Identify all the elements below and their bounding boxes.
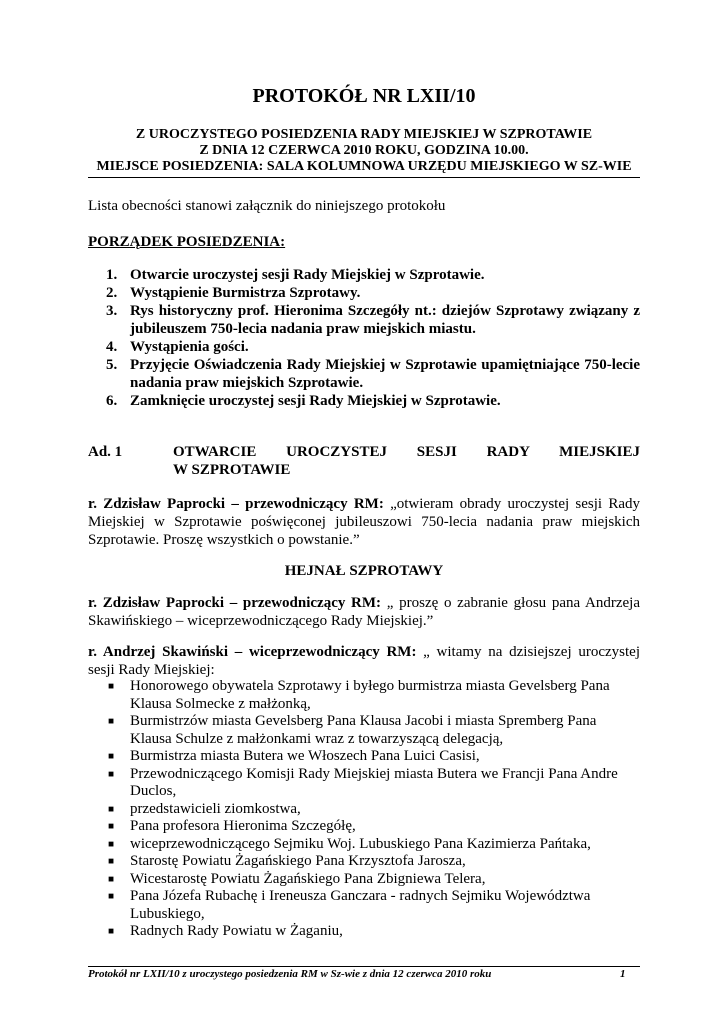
bullet-icon: ■ xyxy=(108,926,115,937)
agenda-item: 4. Wystąpienia gości. xyxy=(106,339,249,355)
ad1-label: Ad. 1 xyxy=(88,444,123,460)
guest-list xyxy=(88,678,640,941)
bullet-icon: ■ xyxy=(108,803,115,815)
guest-list-item: ■ Honorowego obywatela Szprotawy i byłego burmistrza miasta Gevelsberg Pana Klausa Solmecke z małżonką, xyxy=(108,678,610,712)
statement-2 xyxy=(88,594,640,630)
statement-text: „ witamy na dzisiejszej uroczystej sesji Rady Miejskiej: xyxy=(88,644,640,678)
guest-list-item: ■ przedstawicieli ziomkostwa, xyxy=(108,800,301,817)
speaker-name: r. Zdzisław Paprocki – przewodniczący RM: xyxy=(88,496,384,512)
guest-list-item: ■ Burmistrzów miasta Gevelsberg Pana Klausa Jacobi i miasta Spremberg Pana Klausa Schulze z małżonkami wraz z towarzyszącą delegacją, xyxy=(108,713,597,747)
subheading-line-1: Z UROCZYSTEGO POSIEDZENIA RADY MIEJSKIEJ W SZPROTAWIE xyxy=(135,127,593,142)
bullet-icon: ■ xyxy=(108,768,115,780)
bullet-icon: ■ xyxy=(108,821,115,832)
bullet-icon: ■ xyxy=(108,873,115,885)
guest-list-item: ■ wiceprzewodniczącego Sejmiku Woj. Lubuskiego Pana Kazimierza Pańtaka, xyxy=(108,835,591,852)
subheading-line-3: MIEJSCE POSIEDZENIA: SALA KOLUMNOWA URZĘDU MIEJSKIEGO W SZ-WIE xyxy=(96,159,632,174)
bullet-icon: ■ xyxy=(108,681,115,692)
agenda-heading: PORZĄDEK POSIEDZENIA: xyxy=(88,234,286,250)
guest-list-item: ■ Pana Józefa Rubachę i Ireneusza Ganczara - radnych Sejmiku Województwa Lubuskiego, xyxy=(108,888,591,922)
document-title: PROTOKÓŁ NR LXII/10 xyxy=(252,85,476,107)
guest-list-item: ■ Burmistrza miasta Butera we Włoszech Pana Luici Casisi, xyxy=(108,748,480,764)
page-number: 1 xyxy=(620,968,626,980)
ad1-heading-line-2: W SZPROTAWIE xyxy=(173,462,291,478)
guest-list-item: ■ Starostę Powiatu Żagańskiego Pana Krzysztofa Jarosza, xyxy=(108,853,466,869)
guest-list-item: ■ Radnych Rady Powiatu w Żaganiu, xyxy=(108,923,343,939)
agenda-item: 2. Wystąpienie Burmistrza Szprotawy. xyxy=(106,285,361,301)
guest-list-item: ■ Pana profesora Hieronima Szczegółę, xyxy=(108,818,356,834)
agenda-item: 5. Przyjęcie Oświadczenia Rady Miejskiej w Szprotawie upamiętniające 750-lecie nadania praw miejskich Szprotawie. xyxy=(106,357,640,391)
subheading-line-2: Z DNIA 12 CZERWCA 2010 ROKU, GODZINA 10.00. xyxy=(199,143,529,158)
speaker-name: r. Andrzej Skawiński – wiceprzewodniczący RM: xyxy=(88,644,417,660)
statement-1 xyxy=(88,495,640,549)
bullet-icon: ■ xyxy=(108,891,115,902)
statement-text: „ proszę o zabranie głosu pana Andrzeja Skawińskiego – wiceprzewodniczącego Rady Miejskiej.” xyxy=(88,595,641,629)
bullet-icon: ■ xyxy=(108,856,115,867)
header-divider xyxy=(88,177,640,178)
agenda-item: 1. Otwarcie uroczystej sesji Rady Miejskiej w Szprotawie. xyxy=(106,267,485,283)
hejnal-heading: HEJNAŁ SZPROTAWY xyxy=(284,563,444,579)
guest-list-item: ■ Wicestarostę Powiatu Żagańskiego Pana Zbigniewa Telera, xyxy=(108,870,486,887)
statement-text: „otwieram obrady uroczystej sesji Rady Miejskiej w Szprotawie poświęconej jubileuszowi 750-lecia nadania praw miejskich Szprotawie. Proszę wszystkich o powstanie.” xyxy=(88,496,640,548)
bullet-icon: ■ xyxy=(108,716,115,727)
guest-list-item: ■ Przewodniczącego Komisji Rady Miejskiej miasta Butera we Francji Pana Andre Duclos, xyxy=(108,765,618,799)
agenda-list xyxy=(88,266,640,410)
ad1-heading-line-1: OTWARCIE UROCZYSTEJ SESJI RADY MIEJSKIEJ xyxy=(173,444,640,460)
footer-text: Protokół nr LXII/10 z uroczystego posiedzenia RM w Sz-wie z dnia 12 czerwca 2010 roku xyxy=(88,968,492,980)
footer-divider xyxy=(88,966,640,967)
agenda-item: 6. Zamknięcie uroczystej sesji Rady Miejskiej w Szprotawie. xyxy=(106,393,501,409)
speaker-name: r. Zdzisław Paprocki – przewodniczący RM: xyxy=(88,595,382,611)
agenda-item: 3. Rys historyczny prof. Hieronima Szczegóły nt.: dziejów Szprotawy związany z jubileuszem 750-lecia nadania praw miejskich miastu. xyxy=(106,303,640,337)
bullet-icon: ■ xyxy=(108,751,115,762)
bullet-icon: ■ xyxy=(108,838,115,850)
attendance-note: Lista obecności stanowi załącznik do niniejszego protokołu xyxy=(88,198,446,214)
statement-3 xyxy=(88,643,640,679)
